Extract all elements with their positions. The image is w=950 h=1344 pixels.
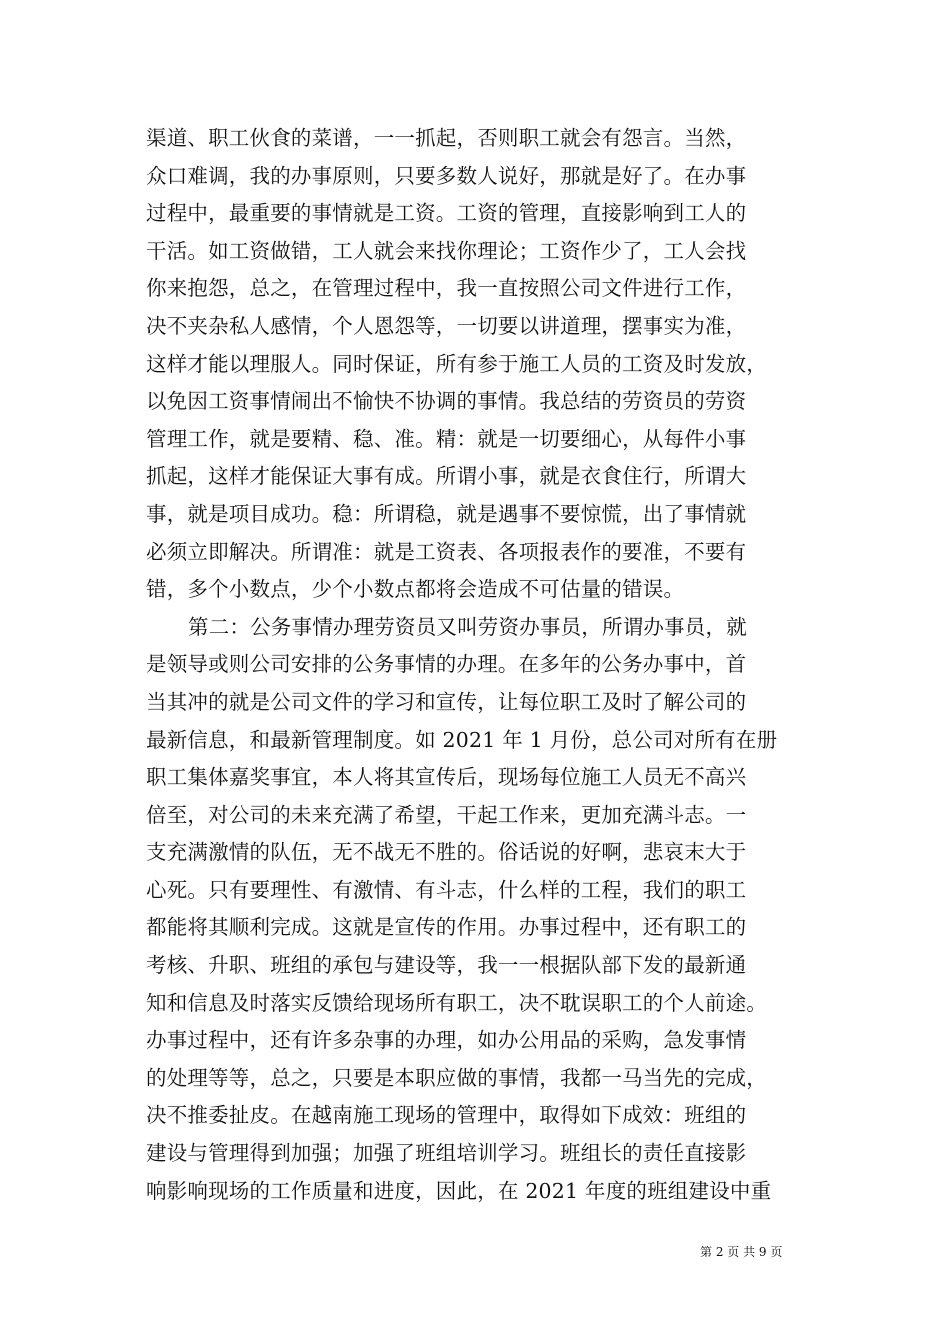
text-line: 建设与管理得到加强；加强了班组培训学习。班组长的责任直接影 bbox=[146, 1141, 747, 1166]
text-line: 管理工作，就是要精、稳、准。精：就是一切要细心，从每件小事 bbox=[146, 426, 747, 451]
text-line: 知和信息及时落实反馈给现场所有职工，决不耽误职工的个人前途。 bbox=[146, 990, 767, 1015]
text-line: 最新信息，和最新管理制度。如 2021 年 1 月份，总公司对所有在册 bbox=[146, 727, 778, 752]
text-line: 支充满激情的队伍，无不战无不胜的。俗话说的好啊，悲哀末大于 bbox=[146, 840, 747, 865]
text-line: 以免因工资事情闹出不愉快不协调的事情。我总结的劳资员的劳资 bbox=[146, 389, 747, 414]
text-line: 办事过程中，还有许多杂事的办理，如办公用品的采购，急发事情 bbox=[146, 1028, 747, 1053]
text-line: 决不夹杂私人感情，个人恩怨等，一切要以讲道理，摆事实为准， bbox=[146, 313, 747, 338]
text-line: 响影响现场的工作质量和进度，因此，在 2021 年度的班组建设中重 bbox=[146, 1178, 772, 1203]
body-text bbox=[146, 120, 816, 1210]
text-line: 干活。如工资做错，工人就会来找你理论；工资作少了，工人会找 bbox=[146, 238, 747, 263]
text-line: 都能将其顺利完成。这就是宣传的作用。办事过程中，还有职工的 bbox=[146, 915, 747, 940]
text-line: 心死。只有要理性、有激情、有斗志，什么样的工程，我们的职工 bbox=[146, 877, 747, 902]
text-line: 这样才能以理服人。同时保证，所有参于施工人员的工资及时发放， bbox=[146, 351, 767, 376]
text-line: 事，就是项目成功。稳：所谓稳，就是遇事不要惊慌，出了事情就 bbox=[146, 501, 747, 526]
text-line: 第二：公务事情办理劳资员又叫劳资办事员，所谓办事员，就 bbox=[188, 614, 747, 639]
text-line: 众口难调，我的办事原则，只要多数人说好，那就是好了。在办事 bbox=[146, 163, 747, 188]
text-line: 你来抱怨，总之，在管理过程中，我一直按照公司文件进行工作， bbox=[146, 276, 747, 301]
text-line: 错，多个小数点，少个小数点都将会造成不可估量的错误。 bbox=[146, 577, 685, 602]
page-number: 第 2 页 共 9 页 bbox=[700, 1245, 783, 1259]
text-line: 抓起，这样才能保证大事有成。所谓小事，就是衣食住行，所谓大 bbox=[146, 464, 747, 489]
text-line: 当其冲的就是公司文件的学习和宣传，让每位职工及时了解公司的 bbox=[146, 689, 747, 714]
text-line: 倍至，对公司的未来充满了希望，干起工作来，更加充满斗志。一 bbox=[146, 802, 747, 827]
text-line: 过程中，最重要的事情就是工资。工资的管理，直接影响到工人的 bbox=[146, 201, 747, 226]
text-line: 职工集体嘉奖事宜，本人将其宣传后，现场每位施工人员无不高兴 bbox=[146, 765, 747, 790]
text-line: 是领导或则公司安排的公务事情的办理。在多年的公务办事中，首 bbox=[146, 652, 747, 677]
text-line: 考核、升职、班组的承包与建设等，我一一根据队部下发的最新通 bbox=[146, 953, 747, 978]
text-line: 渠道、职工伙食的菜谱，一一抓起，否则职工就会有怨言。当然， bbox=[146, 126, 747, 150]
text-line: 必须立即解决。所谓准：就是工资表、各项报表作的要准，不要有 bbox=[146, 539, 747, 564]
text-line: 的处理等等，总之，只要是本职应做的事情，我都一马当先的完成， bbox=[146, 1065, 767, 1090]
text-line: 决不推委扯皮。在越南施工现场的管理中，取得如下成效：班组的 bbox=[146, 1103, 747, 1128]
